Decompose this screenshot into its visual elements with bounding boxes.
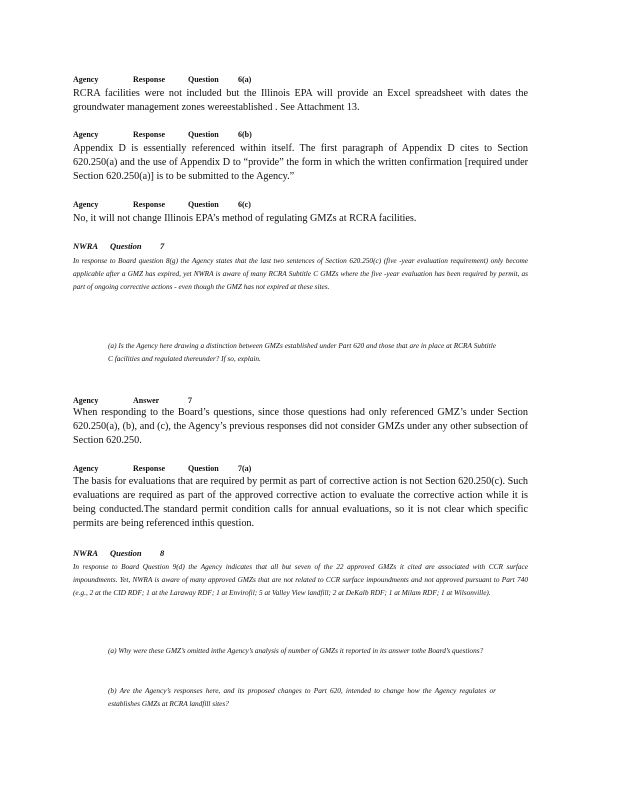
nwra-question-7-header: NWRA Question 7 bbox=[73, 241, 165, 251]
agency-response-6b-header: Agency Response Question 6(b) bbox=[73, 130, 252, 139]
agency-response-7a-header: Agency Response Question 7(a) bbox=[73, 464, 252, 473]
agency-response-6c-header: Agency Response Question 6(c) bbox=[73, 200, 251, 209]
agency-answer-7-text: When responding to the Board’s questions, since those questions had only referenced GMZ’s under Section 620.250(a), (b), and (c), the Agency’s previous responses did not consider GMZs under any other subsection of Section 620.250. bbox=[73, 407, 528, 446]
nwra-question-8-text: In response to Board Question 9(d) the Agency indicates that all but seven of the 22 approved GMZs it cited are associated with CCR surface impoundments. Yet, NWRA is aware of many approved GMZs that are not related to CCR surface impoundments and not approved pursuant to Part 740 (e.g., 2 at the CID RDF; 1 at the Laraway RDF; 1 at Envirofil; 5 at Valley View landfill; 2 at DeKalb RDF; 1 at Milam RDF; 1 at Wilsonville). bbox=[73, 562, 528, 597]
nwra-question-8-header: NWRA Question 8 bbox=[73, 548, 165, 558]
agency-response-7a-text: The basis for evaluations that are required by permit as part of corrective action is not Section 620.250(c). Such evaluations are required as part of the approved corrective action to evaluate the corrective action while it is being conducted.The standard permit condition calls for annual evaluations, so it is not clear which specific permits are being referenced inthis question. bbox=[73, 476, 528, 529]
nwra-question-7-text: In response to Board question 8(g) the Agency states that the last two sentences of Section 620.250(c) (five -year evaluation requirement) only become applicable after a GMZ has expired, yet NWRA is aware of many RCRA Subtitle C GMZs where the five -year evaluation has been required by permit, as part of ongoing corrective actions - even though the GMZ has not expired at these sites. bbox=[73, 256, 528, 291]
agency-answer-7-header: Agency Answer 7 bbox=[73, 396, 192, 405]
agency-response-6c-text: No, it will not change Illinois EPA’s method of regulating GMZs at RCRA facilities. bbox=[73, 213, 417, 224]
agency-response-6b-text: Appendix D is essentially referenced within itself. The first paragraph of Appendix D cites to Section 620.250(a) and the use of Appendix D to “provide” the form in which the written confirmation [required under Section 620.250(a)] is to be submitted to the Agency.” bbox=[73, 143, 528, 182]
agency-response-6a-text: RCRA facilities were not included but the Illinois EPA will provide an Excel spreadsheet with dates the groundwater management zones wereestablished . See Attachment 13. bbox=[73, 88, 528, 113]
nwra-question-8a-text: (a) Why were these GMZ’s omitted inthe Agency’s analysis of number of GMZs it reported in its answer tothe Board’s questions? bbox=[108, 646, 484, 655]
agency-response-6a-header: Agency Response Question 6(a) bbox=[73, 75, 252, 84]
nwra-question-8b-text: (b) Are the Agency’s responses here, and its proposed changes to Part 620, intended to change how the Agency regulates or establishes GMZs at RCRA landfill sites? bbox=[108, 686, 496, 708]
nwra-question-7a-text: (a) Is the Agency here drawing a distinction between GMZs established under Part 620 and those that are in place at RCRA Subtitle C facilities and regulated thereunder? If so, explain. bbox=[108, 341, 496, 363]
